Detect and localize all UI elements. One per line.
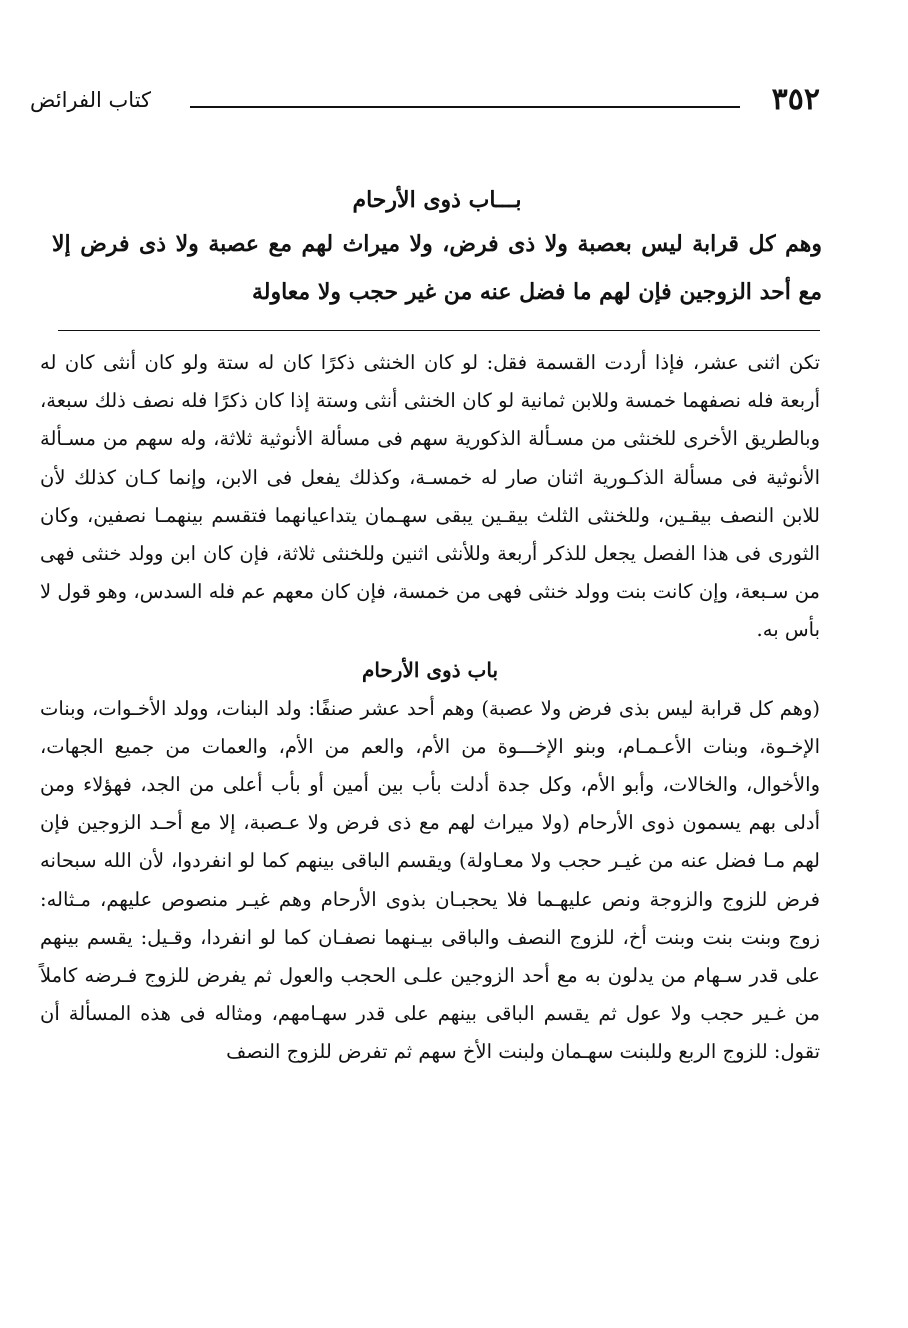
chapter-title: بـــاب ذوى الأرحام xyxy=(352,187,522,213)
main-text: وهم كل قرابة ليس بعصبة ولا ذى فرض، ولا ميراث لهم مع عصبة ولا ذى فرض إلا مع أحد الزوجين فإن لهم ما فضل عنه من غير حجب ولا معاولة xyxy=(52,231,822,305)
commentary-block xyxy=(40,344,820,1072)
section-heading: باب ذوى الأرحام xyxy=(361,657,499,682)
running-title: كتاب الفرائض xyxy=(30,88,152,112)
commentary-paragraph: تكن اثنى عشر، فإذا أردت القسمة فقل: لو كان الخنثى ذكرًا كان له ستة ولو كان أنثى كان له أربعة فله نصفهما خمسة وللابن ثمانية لو كان الخنثى أنثى وستة إذا كان ذكرًا فله نصف ذلك سبعة، وبالطريق الأخرى للخنثى من مسـألة الذكورية سهم فى مسألة الأنوثية ثلاثة، وله سهم من مسـألة الأنوثية فى مسألة الذكـورية اثنان صار له خمسـة، وكذلك يفعل فى الابن، وإنما كـان كذلك لأن للابن النصف بيقـين، وللخنثى الثلث بيقـين يبقى سهـمان يتداعيانهما فتقسم بينهمـا نصفين، وكان الثورى فى هذا الفصل يجعل للذكر أربعة وللأنثى اثنين وللخنثى ثلاثة، فإن كان ابن وولد خنثى فهى من سـبعة، وإن كانت بنت وولد خنثى فهى من خمسة، فإن كان معهم عم فله السدس، وهو قول لا بأس به. xyxy=(40,351,820,642)
page-header xyxy=(30,82,830,126)
page-number: ٣٥٢ xyxy=(771,82,820,117)
text-separator xyxy=(58,330,820,331)
commentary-paragraph: (وهم كل قرابة ليس بذى فرض ولا عصبة) وهم أحد عشر صنفًا: ولد البنات، وولد الأخـوات، وبنات الإخـوة، وبنات الأعـمـام، وبنو الإخـــوة من الأم، والعم من الأم، والعمات من جميع الجهات، والأخوال، والخالات، وأبو الأم، وكل جدة أدلت بأب بين أمين أو بأب أعلى من الجد، فهؤلاء ومن أدلى بهم يسمون ذوى الأرحام (ولا ميراث لهم مع ذى فرض ولا عـصبة، إلا مع أحـد الزوجين فإن لهم مـا فضل عنه من غيـر حجب ولا معـاولة) ويقسم الباقى بينهم كما لو انفردوا، لأن الله سبحانه فرض للزوج والزوجة ونص عليهـما فلا يحجبـان بذوى الأرحام وهم غيـر منصوص عليهم، مـثاله: زوج وبنت بنت وبنت أخ، للزوج النصف والباقى بيـنهما نصفـان كما لو انفردا، وقـيل: يقسم بينهم على قدر سـهام من يدلون به مع أحد الزوجين علـى الحجب والعول ثم يفرض للزوج فـرضه كاملاً من غـير حجب ولا عول ثم يقسم الباقى بينهم على قدر سهـامهم، ومثاله فى هذه المسألة أن تقول: للزوج الربع وللبنت سهـمان ولبنت الأخ سهم ثم تفرض للزوج النصف xyxy=(40,696,820,1064)
header-rule xyxy=(190,106,740,108)
main-text-block xyxy=(52,180,822,316)
